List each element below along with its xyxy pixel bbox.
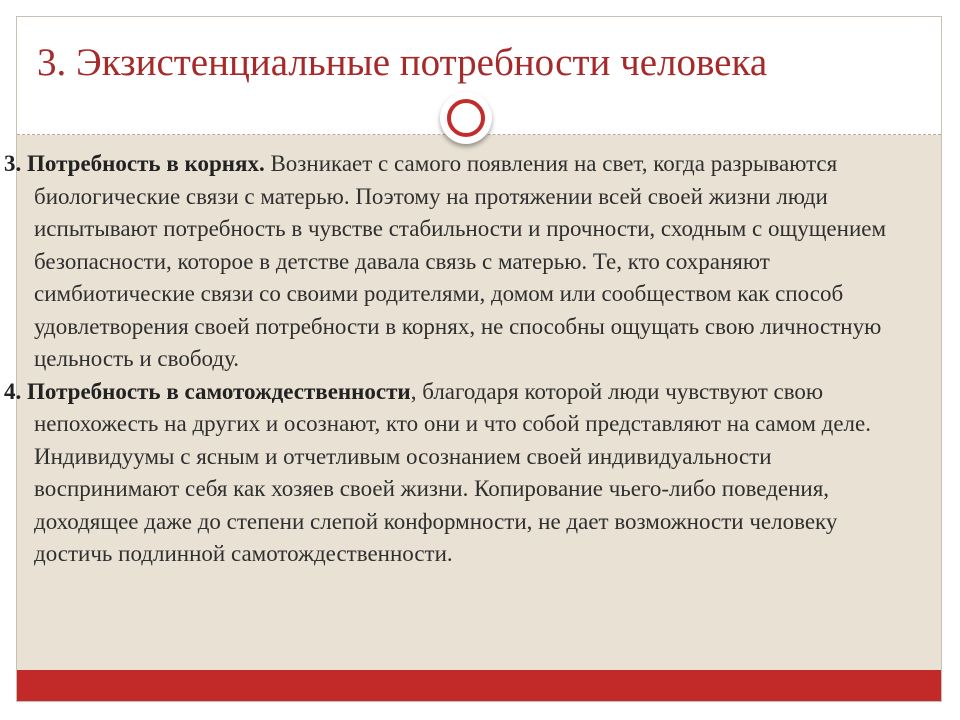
- paragraph-text: , благодаря которой люди чувствуют свою непохожесть на других и осознают, кто они и что собой представляют на самом деле. Индивидуумы с ясным и отчетливым осознанием своей индивидуальности воспринимают себя как хозяев своей жизни. Копирование чьего-либо поведения, доходящее даже до степени слепой конформности, не дает возможности человеку достичь подлинной самотождественности.: [34, 378, 871, 566]
- paragraph-lead: 3. Потребность в корнях.: [4, 151, 265, 176]
- paragraph-roots: [4, 148, 920, 376]
- paragraph-lead: 4. Потребность в самотождественности: [4, 378, 411, 404]
- ornament-ring: [447, 99, 485, 137]
- paragraph-identity: [4, 376, 920, 571]
- bottom-accent-bar: [17, 670, 941, 701]
- slide-body: [4, 148, 920, 571]
- circle-ring-icon: [440, 92, 492, 144]
- paragraph-text: Возникает с самого появления на свет, когда разрываются биологические связи с матерью. Поэтому на протяжении всей своей жизни люди испытывают потребность в чувстве стабильности и прочности, сходным с ощущением безопасности, которое в детстве давала связь с матерью. Те, кто сохраняют симбиотические связи со своими родителями, домом или сообществом как способ удовлетворения своей потребности в корнях, не способны ощущать свою личностную цельность и свободу.: [34, 151, 887, 371]
- slide-title: 3. Экзистенциальные потребности человека: [37, 41, 768, 84]
